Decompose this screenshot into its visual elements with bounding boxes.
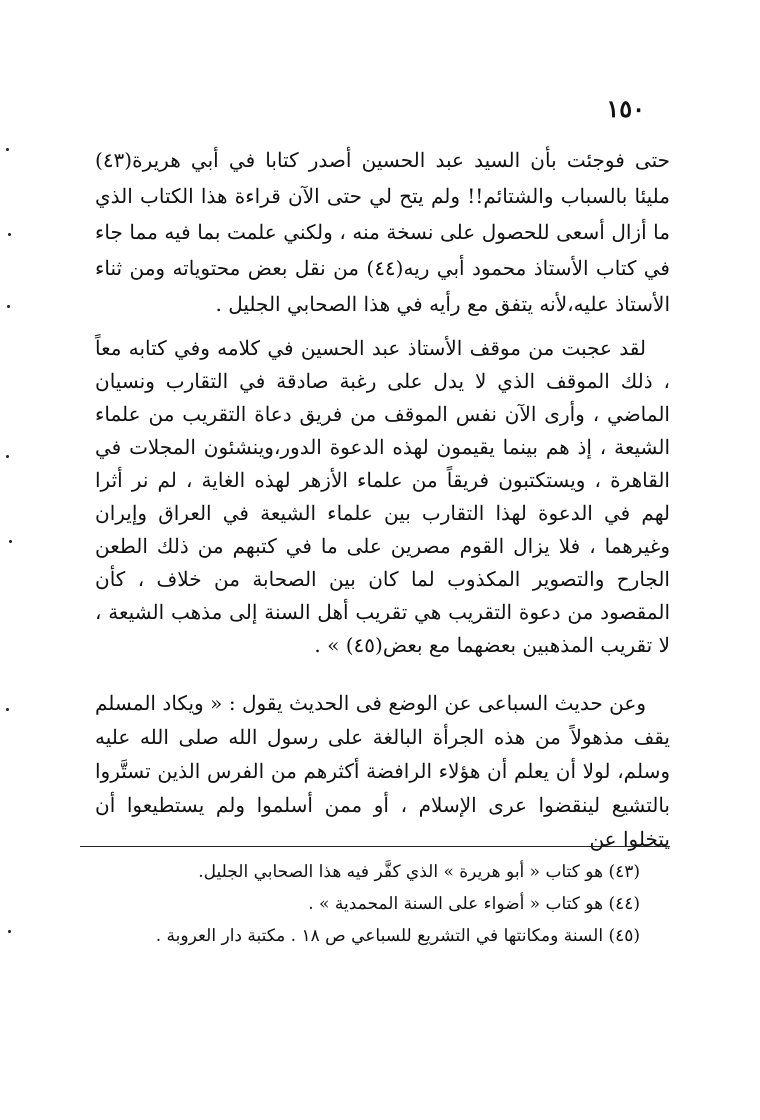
scan-dot <box>6 455 9 458</box>
scan-dot <box>7 305 10 308</box>
scan-dot <box>6 708 9 711</box>
footnotes-list <box>95 858 640 954</box>
scan-dot <box>6 148 9 151</box>
scan-dot <box>9 540 12 543</box>
footnote-44: (٤٤) هو كتاب « أضواء على السنة المحمدية » . <box>308 894 640 914</box>
scan-dot <box>8 930 11 933</box>
page-number: ١٥٠ <box>606 94 645 123</box>
paragraph-3-text: وعن حديث السباعى عن الوضع فى الحديث يقول : « ويكاد المسلم يقف مذهولاً من هذه الجرأة البالغة على رسول الله صلى الله عليه وسلم، لولا أن يعلم أن هؤلاء الرافضة أكثرهم من الفرس الذين تستَّروا بالتشيع لينقضوا عرى الإسلام ، أو ممن أسلموا ولم يستطيعوا أن يتخلوا عن <box>95 691 670 851</box>
paragraph-1: حتى فوجئت بأن السيد عبد الحسين أصدر كتابا في أبي هريرة(٤٣) مليئا بالسباب والشتائم!! ولم يتح لي حتى الآن قراءة هذا الكتاب الذي ما أزال أسعى للحصول على نسخة منه ، ولكني علمت بما فيه مما جاء في كتاب الأستاذ محمود أبي ريه(٤٤) من نقل بعض محتوياته ومن ثناء الأستاذ عليه،لأنه يتفق مع رأيه في هذا الصحابي الجليل . <box>95 148 670 316</box>
paragraph-2-text: لقد عجبت من موقف الأستاذ عبد الحسين في كلامه وفي كتابه معاً ، ذلك الموقف الذي لا يدل على رغبة صادقة في التقارب ونسيان الماضي ، وأرى الآن نفس الموقف من فريق دعاة التقريب من علماء الشيعة ، إذ هم بينما يقيمون لهذه الدعوة الدور،وينشئون المجلات في القاهرة ، ويستكتبون فريقاً من علماء الأزهر لهذه الغاية ، لم نر أثرا لهم في الدعوة لهذا التقارب بين علماء الشيعة في العراق وإيران وغيرهما ، فلا يزال القوم مصرين على ما في كتبهم من ذلك الطعن الجارح والتصوير المكذوب لما كان بين الصحابة من خلاف ، كأن المقصود من دعوة التقريب هي تقريب أهل السنة إلى مذهب الشيعة ، لا تقريب المذهبين بعضهما مع بعض(٤٥) » . <box>95 336 670 657</box>
footnote-divider <box>80 846 670 847</box>
footnote-45: (٤٥) السنة ومكانتها في التشريع للسباعي ص ١٨ . مكتبة دار العروبة . <box>155 926 640 946</box>
paragraph-2 <box>95 332 670 662</box>
paragraph-3 <box>95 686 670 856</box>
footnote-43: (٤٣) هو كتاب « أبو هريرة » الذي كفَّر فيه هذا الصحابي الجليل. <box>198 862 640 882</box>
scan-dot <box>8 233 11 236</box>
